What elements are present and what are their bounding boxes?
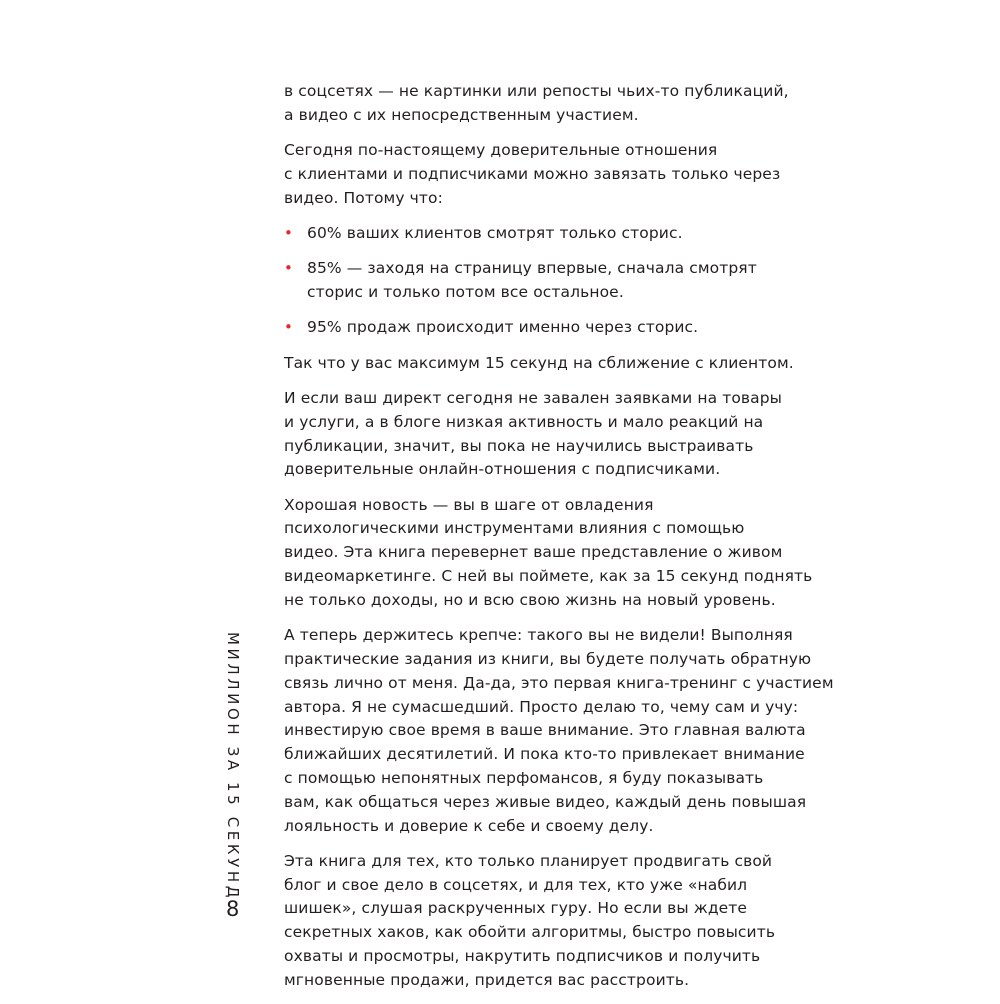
bullet-item bbox=[284, 316, 784, 340]
bullet-dot-icon: • bbox=[284, 259, 293, 278]
text-line: 60% ваших клиентов смотрят только сторис. bbox=[307, 223, 683, 242]
text-line: видео. Эта книга перевернет ваше представление о живом bbox=[284, 543, 783, 562]
text-line: с клиентами и подписчиками можно завязать только через bbox=[284, 164, 781, 183]
text-line: публикации, значит, вы пока не научились выстраивать bbox=[284, 436, 754, 455]
text-line: шишек», слушая раскрученных гуру. Но если вы ждете bbox=[284, 899, 748, 918]
bullet-item bbox=[284, 222, 784, 246]
text-line: практические задания из книги, вы будете получать обратную bbox=[284, 649, 812, 668]
text-line: секретных хаков, как обойти алгоритмы, быстро повысить bbox=[284, 923, 776, 942]
paragraph bbox=[284, 624, 834, 838]
bullet-list bbox=[284, 222, 784, 340]
text-line: и услуги, а в блоге низкая активность и мало реакций на bbox=[284, 412, 764, 431]
bullet-dot-icon: • bbox=[284, 318, 293, 337]
paragraph bbox=[284, 387, 784, 482]
paragraph bbox=[284, 850, 784, 993]
text-line: блог и свое дело в соцсетях, и для тех, кто уже «набил bbox=[284, 875, 748, 894]
paragraph bbox=[284, 80, 789, 128]
text-line: в соцсетях — не картинки или репосты чьих-то публикаций, bbox=[284, 82, 789, 100]
body-text bbox=[284, 80, 834, 1004]
text-line: А теперь держитесь крепче: такого вы не видели! Выполняя bbox=[284, 626, 793, 645]
text-line: лояльность и доверие к себе и своему делу. bbox=[284, 816, 654, 835]
paragraphs-after-list bbox=[284, 352, 834, 993]
page-number: 8 bbox=[226, 897, 240, 921]
text-line: охваты и просмотры, накрутить подписчиков и получить bbox=[284, 947, 761, 965]
bullet-item bbox=[284, 257, 784, 305]
text-line: ближайших десятилетий. И пока кто-то привлекает внимание bbox=[284, 745, 805, 764]
running-head bbox=[223, 632, 243, 902]
paragraph bbox=[284, 352, 794, 376]
text-line: сторис и только потом все остальное. bbox=[307, 283, 624, 302]
text-line: 85% — заходя на страницу впервые, сначала смотрят bbox=[307, 259, 757, 278]
running-head-text: МИЛЛИОН ЗА 15 СЕКУНД bbox=[224, 632, 242, 902]
text-line: с помощью непонятных перфомансов, я буду показывать bbox=[284, 768, 764, 787]
text-line: Эта книга для тех, кто только планирует продвигать свой bbox=[284, 851, 773, 870]
text-line: Так что у вас максимум 15 секунд на сближение с клиентом. bbox=[284, 353, 794, 372]
paragraph bbox=[284, 139, 784, 210]
text-line: связь лично от меня. Да-да, это первая книга-тренинг с участием bbox=[284, 673, 834, 692]
text-line: психологическими инструментами влияния с помощью bbox=[284, 519, 745, 538]
text-line: 95% продаж происходит именно через сторис. bbox=[307, 318, 699, 337]
text-line: видео. Потому что: bbox=[284, 188, 443, 207]
text-line: автора. Я не сумасшедший. Просто делаю то, чему сам и учу: bbox=[284, 697, 799, 716]
text-line: И если ваш директ сегодня не завален заявками на товары bbox=[284, 388, 783, 407]
text-line: Хорошая новость — вы в шаге от овладения bbox=[284, 495, 654, 514]
text-line: не только доходы, но и всю свою жизнь на новый уровень. bbox=[284, 590, 776, 609]
bullet-dot-icon: • bbox=[284, 223, 293, 242]
text-line: видеомаркетинге. С ней вы поймете, как за 15 секунд поднять bbox=[284, 567, 813, 586]
text-line: Сегодня по-настоящему доверительные отношения bbox=[284, 141, 718, 160]
text-line: доверительные онлайн-отношения с подписчиками. bbox=[284, 460, 721, 479]
text-line: вам, как общаться через живые видео, каждый день повышая bbox=[284, 792, 807, 811]
text-line: а видео с их непосредственным участием. bbox=[284, 105, 639, 124]
paragraph bbox=[284, 494, 813, 613]
paragraphs-before-list bbox=[284, 80, 789, 210]
text-line: мгновенные продажи, придется вас расстроить. bbox=[284, 970, 690, 989]
text-line: инвестирую свое время в ваше внимание. Это главная валюта bbox=[284, 721, 806, 740]
